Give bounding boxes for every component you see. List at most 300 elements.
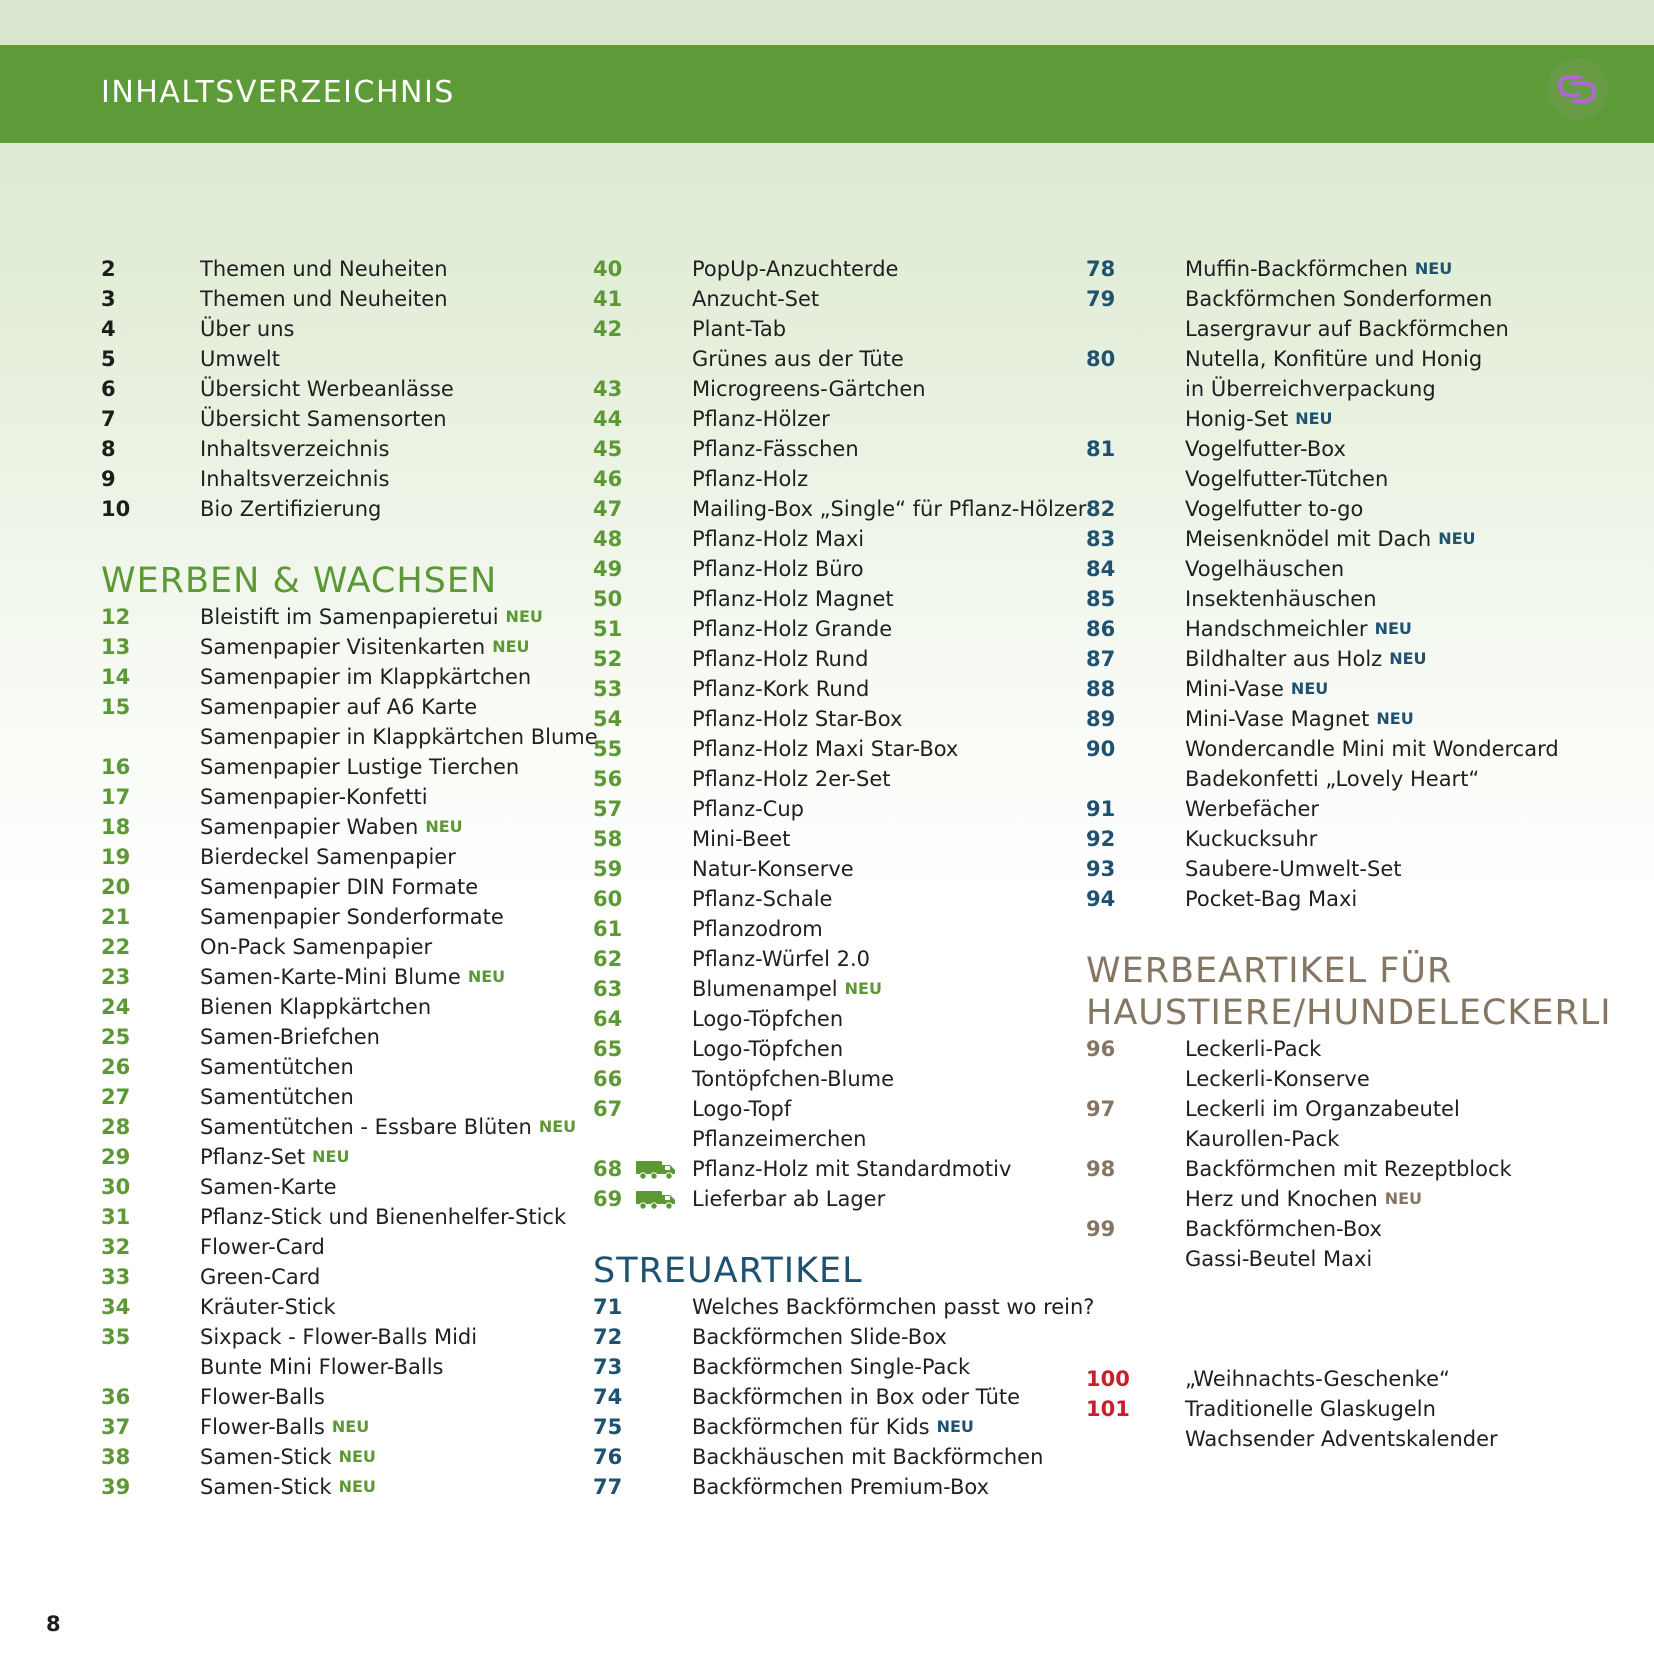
werben-list xyxy=(101,602,598,1502)
toc-entry xyxy=(101,1412,581,1442)
toc-page-number xyxy=(101,1172,200,1202)
toc-entry xyxy=(593,884,1083,914)
toc-entry-title: Samentütchen - Essbare Blüten xyxy=(200,1115,532,1139)
toc-entry-title: Samentütchen xyxy=(200,1055,354,1079)
toc-entry xyxy=(101,1112,581,1142)
toc-entry-title: Natur-Konserve xyxy=(692,857,854,881)
toc-entry-title: Mailing-Box „Single“ für Pflanz-Hölzer xyxy=(692,497,1087,521)
toc-entry xyxy=(593,1154,1083,1184)
toc-entry xyxy=(101,374,581,404)
toc-entry-title: Pflanz-Fässchen xyxy=(692,437,859,461)
toc-entry xyxy=(1086,1394,1646,1424)
toc-page-number xyxy=(101,1292,200,1322)
toc-entry-title: Pflanzodrom xyxy=(692,917,823,941)
section-heading-werben: WERBEN & WACHSEN xyxy=(101,561,498,601)
toc-page-number-text: 85 xyxy=(1086,587,1116,611)
toc-page-number-text: 8 xyxy=(101,437,116,461)
new-badge: NEU xyxy=(467,967,506,986)
toc-entry xyxy=(593,704,1083,734)
toc-entry-title: Bio Zertifizierung xyxy=(200,497,382,521)
toc-entry-title: Logo-Töpfchen xyxy=(692,1037,844,1061)
toc-entry xyxy=(101,1232,581,1262)
toc-entry xyxy=(1086,1214,1646,1244)
new-badge: NEU xyxy=(1438,529,1476,548)
toc-entry xyxy=(1086,1094,1646,1124)
toc-page-number xyxy=(593,524,692,554)
toc-entry xyxy=(101,1022,581,1052)
toc-entry xyxy=(593,1034,1083,1064)
werben-list-continued xyxy=(593,254,1087,1214)
toc-page-number-text: 42 xyxy=(593,317,623,341)
toc-entry-title: Backförmchen-Box xyxy=(1185,1217,1382,1241)
toc-entry-title: Samen-Briefchen xyxy=(200,1025,380,1049)
toc-entry-title: Vogelfutter to-go xyxy=(1185,497,1364,521)
toc-page-number-text: 43 xyxy=(593,377,623,401)
toc-entry-title: Pflanz-Holz Büro xyxy=(692,557,864,581)
toc-page-number-text: 61 xyxy=(593,917,623,941)
toc-page-number xyxy=(1086,824,1185,854)
toc-page-number-text: 66 xyxy=(593,1067,623,1091)
toc-entry-title: Samen-Karte xyxy=(200,1175,337,1199)
toc-page-number xyxy=(1086,704,1185,734)
toc-entry-title: Handschmeichler xyxy=(1185,617,1368,641)
toc-page-number-text: 31 xyxy=(101,1205,131,1229)
header-bar xyxy=(0,45,1654,143)
toc-entry-title: Gassi-Beutel Maxi xyxy=(1185,1247,1373,1271)
toc-page-number xyxy=(593,1004,692,1034)
toc-page-number-text: 94 xyxy=(1086,887,1116,911)
toc-page-number xyxy=(101,872,200,902)
toc-entry-title: in Überreichverpackung xyxy=(1185,377,1436,401)
toc-page-number xyxy=(1086,554,1185,584)
toc-page-number-text: 72 xyxy=(593,1325,623,1349)
toc-page-number xyxy=(593,1352,692,1382)
toc-entry-title: Lasergravur auf Backförmchen xyxy=(1185,317,1509,341)
toc-page-number xyxy=(101,464,200,494)
toc-entry xyxy=(593,1352,1083,1382)
toc-entry xyxy=(101,434,581,464)
toc-page-number xyxy=(1086,434,1185,464)
toc-entry xyxy=(101,1082,581,1112)
toc-page-number-text: 56 xyxy=(593,767,623,791)
new-badge: NEU xyxy=(936,1417,974,1436)
toc-entry xyxy=(593,524,1083,554)
toc-page-number xyxy=(101,1472,200,1502)
new-badge: NEU xyxy=(425,817,463,836)
toc-page-number xyxy=(593,914,692,944)
toc-page-number xyxy=(593,974,692,1004)
toc-entry xyxy=(101,1442,581,1472)
toc-entry-title: Tontöpfchen-Blume xyxy=(692,1067,895,1091)
toc-entry xyxy=(101,872,581,902)
toc-page-number-text: 44 xyxy=(593,407,623,431)
toc-page-number-text: 37 xyxy=(101,1415,131,1439)
toc-page-number-text: 60 xyxy=(593,887,623,911)
toc-page-number-text: 67 xyxy=(593,1097,623,1121)
toc-entry xyxy=(1086,614,1646,644)
toc-entry-title: Pflanz-Holz Magnet xyxy=(692,587,894,611)
toc-entry xyxy=(593,734,1083,764)
toc-page-number-text: 78 xyxy=(1086,257,1116,281)
toc-entry-title: Anzucht-Set xyxy=(692,287,820,311)
toc-entry-title: Bleistift im Samenpapieretui xyxy=(200,605,499,629)
new-badge: NEU xyxy=(1374,619,1412,638)
toc-entry-title: Samenpapier Lustige Tierchen xyxy=(200,755,520,779)
toc-entry-title: Nutella, Konfitüre und Honig xyxy=(1185,347,1483,371)
toc-page-number-text: 69 xyxy=(593,1187,623,1211)
toc-page-number-text: 63 xyxy=(593,977,623,1001)
new-badge: NEU xyxy=(1376,709,1414,728)
christmas-list xyxy=(1086,1364,1646,1454)
toc-entry-title: Backförmchen in Box oder Tüte xyxy=(692,1385,1021,1409)
new-badge: NEU xyxy=(312,1147,350,1166)
toc-entry xyxy=(1086,374,1646,404)
toc-entry xyxy=(101,494,581,524)
toc-entry-title: Pflanz-Stick und Bienenhelfer-Stick xyxy=(200,1205,567,1229)
toc-entry-title: Pflanz-Kork Rund xyxy=(692,677,870,701)
toc-page-number-text: 82 xyxy=(1086,497,1116,521)
toc-page-number-text: 20 xyxy=(101,875,131,899)
toc-entry-title: Vogelfutter-Box xyxy=(1185,437,1346,461)
toc-page-number xyxy=(593,1412,692,1442)
toc-page-number xyxy=(101,842,200,872)
toc-page-number-text: 36 xyxy=(101,1385,131,1409)
toc-entry xyxy=(593,794,1083,824)
toc-entry-title: PopUp-Anzuchterde xyxy=(692,257,899,281)
toc-entry xyxy=(101,254,581,284)
toc-entry xyxy=(101,842,581,872)
toc-entry xyxy=(101,692,581,722)
new-badge: NEU xyxy=(844,979,882,998)
toc-entry xyxy=(1086,404,1646,434)
toc-entry-title: Samentütchen xyxy=(200,1085,354,1109)
toc-page-number-text: 91 xyxy=(1086,797,1116,821)
toc-entry-title: Inhaltsverzeichnis xyxy=(200,437,390,461)
toc-entry xyxy=(1086,1424,1646,1454)
toc-entry-title: Insektenhäuschen xyxy=(1185,587,1377,611)
toc-entry xyxy=(101,812,581,842)
toc-entry-title: Leckerli-Konserve xyxy=(1185,1067,1370,1091)
toc-page-number xyxy=(101,992,200,1022)
toc-page-number-text: 77 xyxy=(593,1475,623,1499)
toc-page-number-text: 4 xyxy=(101,317,116,341)
toc-entry xyxy=(101,314,581,344)
new-badge: NEU xyxy=(338,1477,376,1496)
toc-entry-title: Samenpapier auf A6 Karte xyxy=(200,695,478,719)
toc-page-number-text: 59 xyxy=(593,857,623,881)
toc-page-number xyxy=(593,854,692,884)
new-badge: NEU xyxy=(338,1447,376,1466)
toc-page-number-text: 93 xyxy=(1086,857,1116,881)
toc-page-number xyxy=(101,902,200,932)
toc-page-number-text: 18 xyxy=(101,815,131,839)
toc-entry xyxy=(593,644,1083,674)
toc-page-number xyxy=(1086,584,1185,614)
toc-page-number-text: 30 xyxy=(101,1175,131,1199)
toc-entry xyxy=(101,1172,581,1202)
toc-entry-title: Kräuter-Stick xyxy=(200,1295,336,1319)
section-heading-haustiere-line2: HAUSTIERE/HUNDELECKERLI xyxy=(1086,993,1612,1033)
toc-entry xyxy=(593,464,1083,494)
toc-entry xyxy=(101,722,598,752)
toc-entry-title: Themen und Neuheiten xyxy=(200,287,448,311)
toc-entry-title: Backförmchen für Kids xyxy=(692,1415,930,1439)
toc-entry-title: Umwelt xyxy=(200,347,280,371)
toc-entry xyxy=(593,854,1083,884)
toc-entry xyxy=(101,1292,581,1322)
toc-entry xyxy=(593,254,1083,284)
toc-entry xyxy=(1086,1034,1646,1064)
toc-entry xyxy=(593,764,1083,794)
toc-entry xyxy=(1086,734,1646,764)
toc-entry xyxy=(593,494,1087,524)
toc-page-number-text: 28 xyxy=(101,1115,131,1139)
toc-page-number xyxy=(101,932,200,962)
toc-entry-title: Herz und Knochen xyxy=(1185,1187,1378,1211)
toc-page-number-text: 98 xyxy=(1086,1157,1116,1181)
toc-page-number xyxy=(593,1184,692,1214)
toc-page-number xyxy=(101,374,200,404)
toc-page-number-text: 54 xyxy=(593,707,623,731)
toc-page-number xyxy=(101,1232,200,1262)
toc-page-number xyxy=(1086,644,1185,674)
toc-page-number-text: 53 xyxy=(593,677,623,701)
toc-entry-title: Meisenknödel mit Dach xyxy=(1185,527,1432,551)
toc-page-number xyxy=(101,344,200,374)
toc-entry xyxy=(101,752,581,782)
toc-entry-title: Flower-Balls xyxy=(200,1415,325,1439)
toc-page-number-text: 32 xyxy=(101,1235,131,1259)
toc-entry-title: Pflanz-Holz Maxi Star-Box xyxy=(692,737,959,761)
toc-page-number xyxy=(593,884,692,914)
toc-page-number-text: 29 xyxy=(101,1145,131,1169)
toc-page-number-text: 46 xyxy=(593,467,623,491)
toc-page-number xyxy=(593,554,692,584)
toc-entry xyxy=(101,782,581,812)
toc-entry-title: Pflanz-Cup xyxy=(692,797,804,821)
toc-page-number xyxy=(101,1322,200,1352)
toc-page-number xyxy=(1086,344,1185,374)
toc-page-number-text: 23 xyxy=(101,965,131,989)
toc-page-number xyxy=(101,662,200,692)
toc-page-number xyxy=(1086,1094,1185,1124)
toc-entry xyxy=(1086,284,1646,314)
toc-page-number-text: 73 xyxy=(593,1355,623,1379)
toc-entry-title: Pflanz-Schale xyxy=(692,887,833,911)
haustiere-list xyxy=(1086,1034,1646,1274)
toc-entry xyxy=(1086,1154,1646,1184)
truck-icon xyxy=(634,1157,678,1181)
toc-entry-title: Vogelfutter-Tütchen xyxy=(1185,467,1389,491)
toc-entry xyxy=(593,434,1083,464)
toc-page-number-text: 35 xyxy=(101,1325,131,1349)
toc-entry xyxy=(593,1094,1083,1124)
toc-entry-title: Muffin-Backförmchen xyxy=(1185,257,1408,281)
toc-page-number xyxy=(593,404,692,434)
toc-entry xyxy=(593,1124,1083,1154)
toc-entry-title: Werbefächer xyxy=(1185,797,1320,821)
toc-entry xyxy=(1086,1184,1646,1214)
toc-entry-title: Sixpack - Flower-Balls Midi xyxy=(200,1325,478,1349)
toc-entry-title: Pocket-Bag Maxi xyxy=(1185,887,1358,911)
toc-page-number xyxy=(101,1112,200,1142)
toc-page-number xyxy=(101,494,200,524)
toc-page-number-text: 76 xyxy=(593,1445,623,1469)
toc-entry-title: Übersicht Werbeanlässe xyxy=(200,377,454,401)
new-badge: NEU xyxy=(1295,409,1333,428)
toc-entry xyxy=(593,314,1083,344)
toc-entry xyxy=(101,632,581,662)
toc-page-number-text: 41 xyxy=(593,287,623,311)
toc-entry-title: Wachsender Adventskalender xyxy=(1185,1427,1498,1451)
toc-entry-title: Pflanz-Holz Star-Box xyxy=(692,707,903,731)
toc-entry xyxy=(593,1322,1083,1352)
new-badge: NEU xyxy=(1290,679,1329,698)
cd-logo-icon xyxy=(1542,53,1614,125)
page-number: 8 xyxy=(46,1612,61,1636)
toc-page-number xyxy=(593,824,692,854)
toc-page-number xyxy=(593,764,692,794)
toc-page-number xyxy=(593,314,692,344)
toc-page-number-text: 57 xyxy=(593,797,623,821)
toc-page-number-text: 21 xyxy=(101,905,131,929)
new-badge: NEU xyxy=(1384,1189,1422,1208)
toc-page-number-text: 16 xyxy=(101,755,131,779)
toc-entry-title: Bierdeckel Samenpapier xyxy=(200,845,456,869)
toc-page-number xyxy=(101,1442,200,1472)
toc-page-number xyxy=(101,1262,200,1292)
toc-entry xyxy=(101,1262,581,1292)
toc-entry xyxy=(593,914,1083,944)
toc-page-number-text: 86 xyxy=(1086,617,1116,641)
new-badge: NEU xyxy=(1389,649,1427,668)
toc-entry-title: Mini-Vase Magnet xyxy=(1185,707,1370,731)
toc-entry xyxy=(101,284,581,314)
new-badge: NEU xyxy=(331,1417,370,1436)
toc-entry-title: Pflanz-Würfel 2.0 xyxy=(692,947,870,971)
toc-page-number-text: 90 xyxy=(1086,737,1116,761)
toc-entry-title: Logo-Topf xyxy=(692,1097,792,1121)
toc-entry-title: Honig-Set xyxy=(1185,407,1289,431)
toc-entry xyxy=(1086,464,1646,494)
toc-page-number-text: 5 xyxy=(101,347,116,371)
toc-page-number-text: 9 xyxy=(101,467,116,491)
toc-page-number xyxy=(593,1154,692,1184)
toc-entry-title: Samen-Stick xyxy=(200,1475,332,1499)
toc-entry-title: Leckerli-Pack xyxy=(1185,1037,1322,1061)
toc-entry-title: Backförmchen Sonderformen xyxy=(1185,287,1493,311)
toc-entry xyxy=(1086,764,1646,794)
toc-page-number xyxy=(593,734,692,764)
toc-page-number xyxy=(1086,494,1185,524)
toc-page-number xyxy=(593,434,692,464)
toc-column-1 xyxy=(101,254,598,1502)
toc-entry xyxy=(1086,524,1646,554)
toc-entry-title: On-Pack Samenpapier xyxy=(200,935,433,959)
toc-page-number-text: 7 xyxy=(101,407,116,431)
toc-page-number-text: 80 xyxy=(1086,347,1116,371)
toc-page-number-text: 81 xyxy=(1086,437,1116,461)
toc-page-number-text: 10 xyxy=(101,497,131,521)
toc-entry xyxy=(593,344,1083,374)
toc-page-number xyxy=(1086,734,1185,764)
toc-entry xyxy=(593,404,1083,434)
toc-page-number xyxy=(593,464,692,494)
toc-entry xyxy=(101,1142,581,1172)
new-badge: NEU xyxy=(1414,259,1453,278)
toc-page-number-text: 40 xyxy=(593,257,623,281)
toc-entry-title: Samenpapier DIN Formate xyxy=(200,875,479,899)
toc-entry-title: Saubere-Umwelt-Set xyxy=(1185,857,1402,881)
toc-page-number xyxy=(101,602,200,632)
toc-page-number-text: 33 xyxy=(101,1265,131,1289)
toc-entry xyxy=(1086,884,1646,914)
toc-entry xyxy=(1086,254,1646,284)
toc-page-number-text: 27 xyxy=(101,1085,131,1109)
toc-page-number xyxy=(593,1442,692,1472)
toc-page-number xyxy=(593,584,692,614)
toc-page-number-text: 75 xyxy=(593,1415,623,1439)
toc-page-number-text: 14 xyxy=(101,665,131,689)
toc-entry-title: Bunte Mini Flower-Balls xyxy=(200,1355,444,1379)
toc-entry xyxy=(1086,644,1646,674)
toc-page-number xyxy=(593,614,692,644)
toc-entry xyxy=(1086,1064,1646,1094)
toc-page-number xyxy=(101,812,200,842)
toc-page-number xyxy=(1086,1154,1185,1184)
toc-page-number-text: 68 xyxy=(593,1157,623,1181)
toc-entry-title: Flower-Card xyxy=(200,1235,325,1259)
toc-entry-title: Pflanz-Holz mit Standardmotiv xyxy=(692,1157,1012,1181)
toc-entry-title: Pflanz-Holz Maxi xyxy=(692,527,865,551)
toc-entry xyxy=(593,1184,1083,1214)
toc-page-number-text: 92 xyxy=(1086,827,1116,851)
toc-entry-title: Kuckucksuhr xyxy=(1185,827,1318,851)
toc-page-number-text: 100 xyxy=(1086,1367,1130,1391)
new-badge: NEU xyxy=(538,1117,577,1136)
toc-entry-title: Samenpapier Waben xyxy=(200,815,419,839)
toc-entry xyxy=(101,1052,581,1082)
toc-page-number xyxy=(593,1382,692,1412)
intro-list xyxy=(101,254,581,524)
toc-entry xyxy=(593,1472,1083,1502)
toc-entry-title: Pflanz-Hölzer xyxy=(692,407,830,431)
toc-page-number xyxy=(593,944,692,974)
toc-entry xyxy=(1086,494,1646,524)
toc-page-number xyxy=(593,254,692,284)
toc-entry-title: Mini-Vase xyxy=(1185,677,1284,701)
toc-entry xyxy=(593,584,1083,614)
toc-page-number-text: 65 xyxy=(593,1037,623,1061)
toc-page-number xyxy=(1086,794,1185,824)
toc-page-number xyxy=(593,1292,692,1322)
toc-entry-title: Bildhalter aus Holz xyxy=(1185,647,1383,671)
toc-entry xyxy=(593,1004,1083,1034)
toc-page-number-text: 71 xyxy=(593,1295,623,1319)
toc-entry-title: Backförmchen Single-Pack xyxy=(692,1355,971,1379)
toc-page-number xyxy=(593,1472,692,1502)
toc-page-number-text: 101 xyxy=(1086,1397,1130,1421)
toc-page-number xyxy=(101,1382,200,1412)
toc-entry xyxy=(1086,1364,1646,1394)
toc-entry-title: Samenpapier Visitenkarten xyxy=(200,635,486,659)
toc-page-number-text: 58 xyxy=(593,827,623,851)
toc-entry-title: Kaurollen-Pack xyxy=(1185,1127,1340,1151)
streuartikel-list-continued xyxy=(1086,254,1646,914)
toc-page-number-text: 62 xyxy=(593,947,623,971)
toc-entry xyxy=(101,1322,581,1352)
toc-page-number xyxy=(101,314,200,344)
